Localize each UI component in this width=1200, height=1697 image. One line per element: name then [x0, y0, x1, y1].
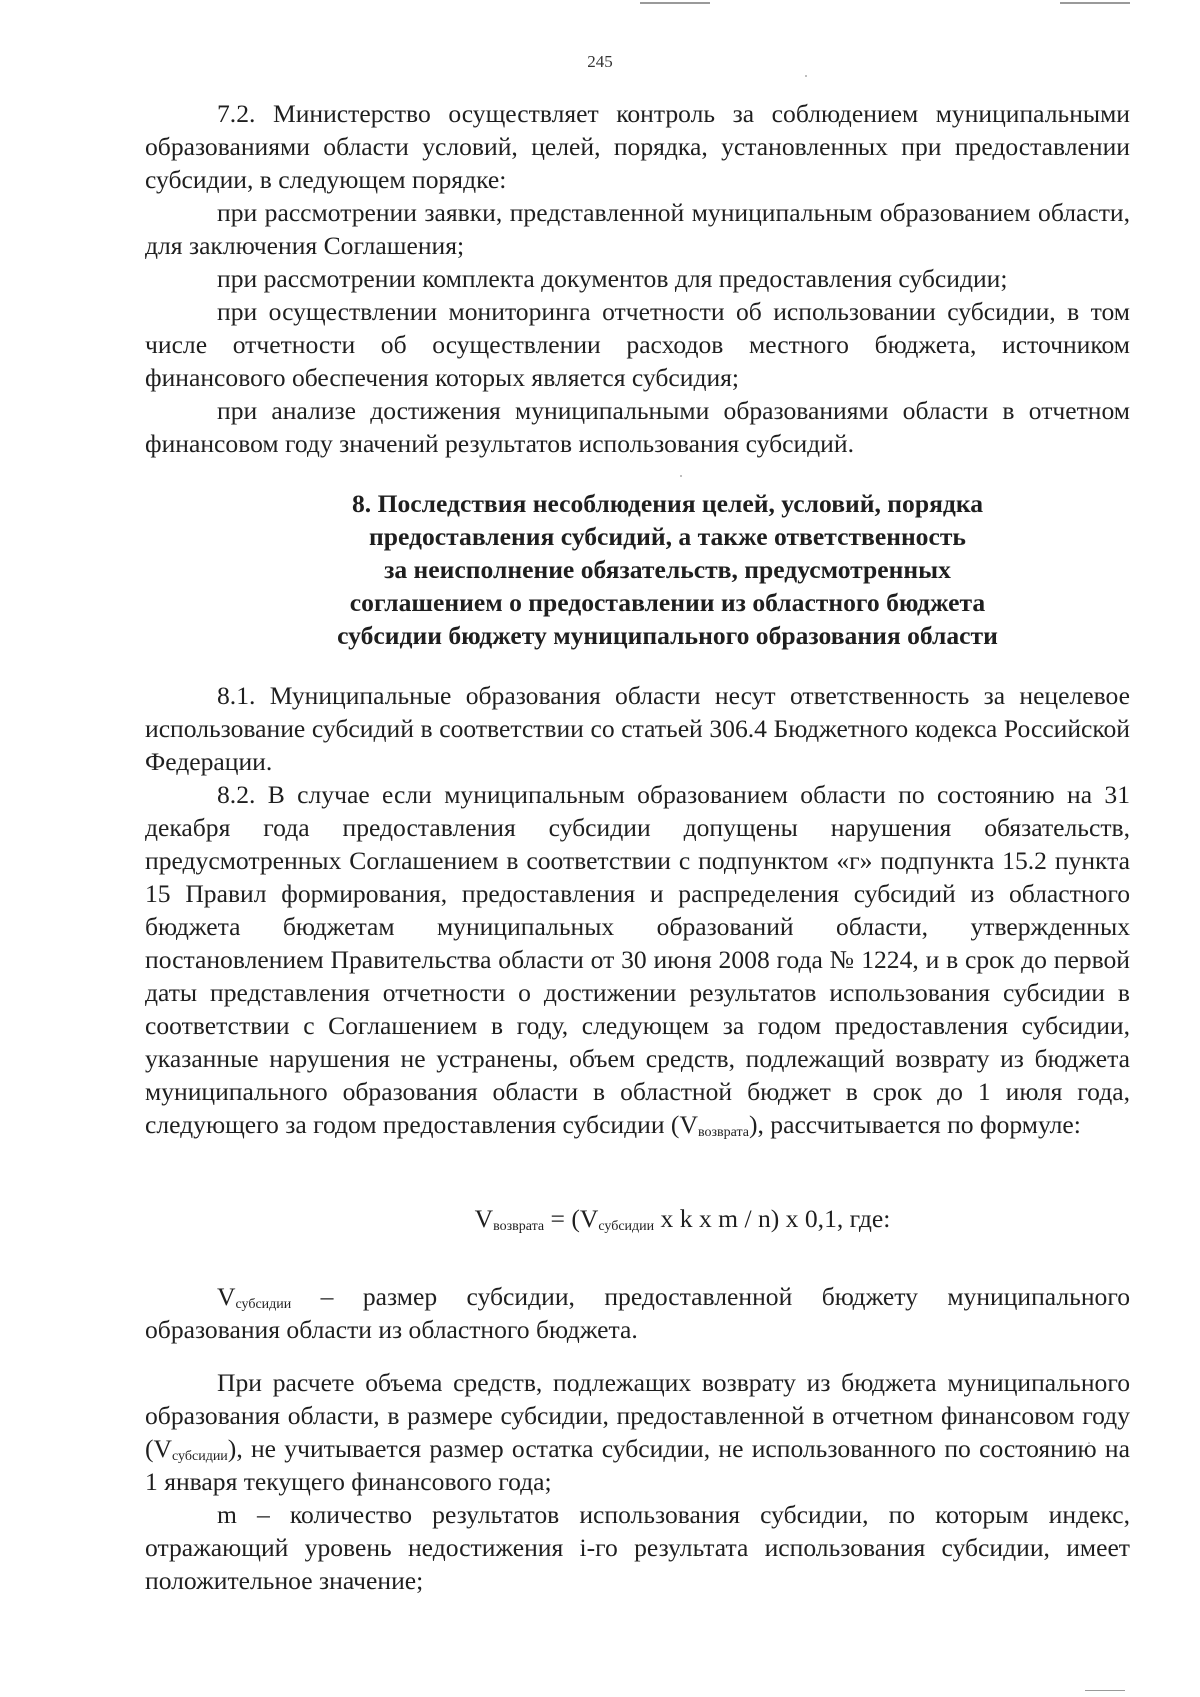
scan-speck [680, 475, 682, 477]
heading-line-5: субсидии бюджету муниципального образования области [337, 621, 998, 650]
section-8-heading [145, 487, 1130, 652]
list-item-application: при рассмотрении заявки, представленной муниципальным образованием области, для заключения Соглашения; [145, 198, 1130, 260]
calc-sub: субсидии [172, 1449, 228, 1464]
calc-end: ), не учитывается размер остатка субсидии, не использованного по состоянию на 1 января текущего финансового года; [145, 1434, 1130, 1496]
formula-rest: x k x m / n) x 0,1, где: [654, 1204, 891, 1233]
definitions [145, 1280, 1130, 1597]
heading-line-3: за неисполнение обязательств, предусмотренных [384, 555, 951, 584]
paragraph-calculation [145, 1366, 1130, 1498]
paragraph-7-2: 7.2. Министерство осуществляет контроль за соблюдением муниципальными образованиями области условий, целей, порядка, установленных при предоставлении субсидии, в следующем порядке: [145, 99, 1130, 194]
scan-artifact-top-1 [640, 2, 710, 4]
def-text: – размер субсидии, предоставленной бюджету муниципального образования области из областного бюджета. [145, 1282, 1130, 1344]
section-8-body [145, 679, 1130, 1141]
paragraph-8-2 [145, 778, 1130, 1141]
paragraph-8-1: 8.1. Муниципальные образования области несут ответственность за нецелевое использование субсидий в соответствии со статьей 306.4 Бюджетного кодекса Российской Федерации. [145, 681, 1130, 776]
formula [145, 1202, 1130, 1235]
definition-m: m – количество результатов использования субсидии, по которым индекс, отражающий уровень недостижения i-го результата использования субсидии, имеет положительное значение; [145, 1500, 1130, 1595]
formula-subsidy-sub: субсидии [598, 1219, 655, 1234]
def-sub: субсидии [235, 1297, 292, 1312]
heading-line-1: 8. Последствия несоблюдения целей, условий, порядка [351, 489, 984, 518]
paragraph-8-2-text: 8.2. В случае если муниципальным образованием области по состоянию на 31 декабря года предоставления субсидии допущены нарушения обязательств, предусмотренных Соглашением в соответствии с подпунктом «г» подпункта 15.2 пункта 15 Правил формирования, предоставления и распределения субсидий из областного бюджета бюджетам муниципальных образований области, утвержденных постановлением Правительства области от 30 июня 2008 года № 1224, и в срок до первой даты представления отчетности о достижении результатов использования субсидии в соответствии с Соглашением в году, следующем за годом предоставления субсидии, указанные нарушения не устранены, объем средств, подлежащий возврату из бюджета муниципального образования области в областной бюджет в срок до 1 июля года, следующего за годом предоставления субсидии (V [145, 780, 1130, 1139]
scan-artifact-top-2 [1060, 2, 1130, 4]
scan-speck [805, 75, 807, 77]
definition-vsubsidii [145, 1280, 1130, 1346]
formula-block [145, 1202, 1130, 1235]
list-item-monitoring: при осуществлении мониторинга отчетности об использовании субсидии, в том числе отчетности об осуществлении расходов местного бюджета, источником финансового обеспечения которых является субсидия; [145, 297, 1130, 392]
section-7-2 [145, 97, 1130, 460]
subscript-vozvrata: возврата [697, 1125, 749, 1140]
formula-lhs-sub: возврата [493, 1219, 545, 1234]
page-number: 245 [587, 52, 613, 71]
heading-line-2: предоставления субсидий, а также ответственность [369, 522, 966, 551]
calc-start: При расчете объема средств, подлежащих возврату из бюджета муниципального образования области, в размере субсидии, предоставленной в отчетном финансовом году (V [145, 1368, 1130, 1463]
paragraph-8-2-tail: ), рассчитывается по формуле: [748, 1110, 1081, 1139]
heading-line-4: соглашением о предоставлении из областного бюджета [349, 588, 986, 617]
formula-eq-open: = (V [544, 1204, 599, 1233]
list-item-documents: при рассмотрении комплекта документов для предоставления субсидии; [217, 264, 1008, 293]
scan-artifact-bottom [1085, 1690, 1125, 1691]
def-var: V [217, 1282, 236, 1311]
formula-lhs-var: V [474, 1204, 494, 1233]
list-item-analysis: при анализе достижения муниципальными образованиями области в отчетном финансовом году значений результатов использования субсидий. [145, 396, 1130, 458]
